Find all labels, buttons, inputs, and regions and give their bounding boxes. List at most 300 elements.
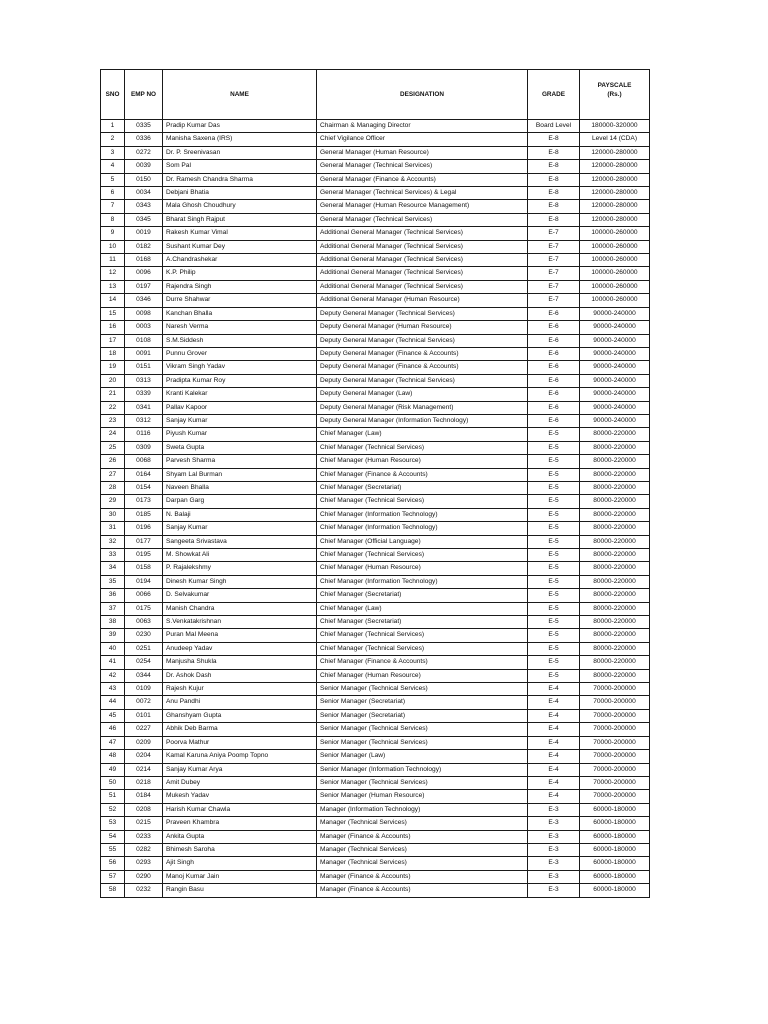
table-row bbox=[101, 817, 650, 830]
cell-grade: E-3 bbox=[528, 817, 580, 830]
cell-emp-no: 0039 bbox=[125, 160, 163, 173]
cell-emp-no: 0215 bbox=[125, 817, 163, 830]
cell-sno: 25 bbox=[101, 441, 125, 454]
cell-name: Rangin Basu bbox=[163, 884, 317, 897]
cell-emp-no: 0232 bbox=[125, 884, 163, 897]
cell-payscale: 80000-220000 bbox=[580, 602, 650, 615]
cell-sno: 29 bbox=[101, 495, 125, 508]
cell-sno: 56 bbox=[101, 857, 125, 870]
cell-grade: E-5 bbox=[528, 428, 580, 441]
cell-sno: 40 bbox=[101, 642, 125, 655]
cell-sno: 11 bbox=[101, 254, 125, 267]
header-emp-no: EMP NO bbox=[125, 70, 163, 120]
cell-name: P. Rajalekshmy bbox=[163, 562, 317, 575]
cell-emp-no: 0230 bbox=[125, 629, 163, 642]
cell-emp-no: 0293 bbox=[125, 857, 163, 870]
cell-emp-no: 0197 bbox=[125, 280, 163, 293]
cell-payscale: 70000-200000 bbox=[580, 763, 650, 776]
cell-designation: Manager (Technical Services) bbox=[317, 843, 528, 856]
cell-grade: E-8 bbox=[528, 187, 580, 200]
cell-grade: E-4 bbox=[528, 696, 580, 709]
cell-payscale: 60000-180000 bbox=[580, 830, 650, 843]
cell-emp-no: 0339 bbox=[125, 388, 163, 401]
cell-grade: E-5 bbox=[528, 669, 580, 682]
cell-grade: E-5 bbox=[528, 441, 580, 454]
cell-name: Sanjay Kumar Arya bbox=[163, 763, 317, 776]
cell-grade: E-8 bbox=[528, 213, 580, 226]
cell-name: Sangeeta Srivastava bbox=[163, 535, 317, 548]
cell-name: Debjani Bhatia bbox=[163, 187, 317, 200]
cell-designation: Additional General Manager (Technical Services) bbox=[317, 254, 528, 267]
cell-emp-no: 0309 bbox=[125, 441, 163, 454]
cell-name: Sanjay Kumar bbox=[163, 522, 317, 535]
table-row bbox=[101, 120, 650, 133]
cell-sno: 44 bbox=[101, 696, 125, 709]
cell-payscale: 80000-220000 bbox=[580, 562, 650, 575]
cell-sno: 50 bbox=[101, 776, 125, 789]
cell-grade: E-5 bbox=[528, 602, 580, 615]
cell-sno: 53 bbox=[101, 817, 125, 830]
cell-designation: Additional General Manager (Technical Services) bbox=[317, 280, 528, 293]
cell-sno: 33 bbox=[101, 549, 125, 562]
cell-emp-no: 0101 bbox=[125, 709, 163, 722]
cell-designation: General Manager (Finance & Accounts) bbox=[317, 173, 528, 186]
cell-designation: Additional General Manager (Technical Services) bbox=[317, 240, 528, 253]
cell-emp-no: 0150 bbox=[125, 173, 163, 186]
table-row bbox=[101, 414, 650, 427]
cell-payscale: 80000-220000 bbox=[580, 508, 650, 521]
cell-emp-no: 0154 bbox=[125, 481, 163, 494]
cell-grade: E-6 bbox=[528, 347, 580, 360]
cell-grade: E-5 bbox=[528, 656, 580, 669]
cell-name: Shyam Lal Burman bbox=[163, 468, 317, 481]
cell-name: Piyush Kumar bbox=[163, 428, 317, 441]
cell-payscale: 70000-200000 bbox=[580, 736, 650, 749]
cell-payscale: 120000-280000 bbox=[580, 173, 650, 186]
cell-payscale: 100000-260000 bbox=[580, 254, 650, 267]
cell-payscale: 90000-240000 bbox=[580, 321, 650, 334]
table-row bbox=[101, 616, 650, 629]
cell-payscale: 120000-280000 bbox=[580, 146, 650, 159]
cell-emp-no: 0158 bbox=[125, 562, 163, 575]
cell-emp-no: 0173 bbox=[125, 495, 163, 508]
cell-payscale: 70000-200000 bbox=[580, 723, 650, 736]
table-row bbox=[101, 401, 650, 414]
cell-designation: Chief Manager (Technical Services) bbox=[317, 549, 528, 562]
cell-designation: Deputy General Manager (Technical Services) bbox=[317, 374, 528, 387]
cell-grade: E-4 bbox=[528, 790, 580, 803]
table-row bbox=[101, 562, 650, 575]
cell-sno: 39 bbox=[101, 629, 125, 642]
cell-sno: 24 bbox=[101, 428, 125, 441]
cell-emp-no: 0214 bbox=[125, 763, 163, 776]
cell-payscale: 80000-220000 bbox=[580, 589, 650, 602]
cell-name: A.Chandrashekar bbox=[163, 254, 317, 267]
cell-sno: 23 bbox=[101, 414, 125, 427]
cell-sno: 8 bbox=[101, 213, 125, 226]
table-row bbox=[101, 884, 650, 897]
cell-sno: 35 bbox=[101, 575, 125, 588]
cell-grade: E-5 bbox=[528, 508, 580, 521]
table-row bbox=[101, 696, 650, 709]
cell-name: Naveen Bhalla bbox=[163, 481, 317, 494]
cell-grade: E-8 bbox=[528, 173, 580, 186]
cell-payscale: 70000-200000 bbox=[580, 709, 650, 722]
cell-designation: Chief Manager (Human Resource) bbox=[317, 669, 528, 682]
cell-emp-no: 0218 bbox=[125, 776, 163, 789]
cell-grade: E-6 bbox=[528, 374, 580, 387]
cell-name: Rakesh Kumar Vimal bbox=[163, 227, 317, 240]
cell-sno: 46 bbox=[101, 723, 125, 736]
cell-designation: Chief Manager (Secretariat) bbox=[317, 616, 528, 629]
cell-payscale: 100000-260000 bbox=[580, 280, 650, 293]
cell-emp-no: 0068 bbox=[125, 455, 163, 468]
table-row bbox=[101, 508, 650, 521]
cell-emp-no: 0096 bbox=[125, 267, 163, 280]
cell-designation: Deputy General Manager (Law) bbox=[317, 388, 528, 401]
cell-designation: Chief Manager (Technical Services) bbox=[317, 495, 528, 508]
cell-grade: E-8 bbox=[528, 160, 580, 173]
cell-emp-no: 0034 bbox=[125, 187, 163, 200]
cell-name: Sweta Gupta bbox=[163, 441, 317, 454]
cell-sno: 36 bbox=[101, 589, 125, 602]
employee-table bbox=[100, 69, 650, 898]
cell-sno: 21 bbox=[101, 388, 125, 401]
cell-sno: 12 bbox=[101, 267, 125, 280]
cell-sno: 48 bbox=[101, 750, 125, 763]
cell-grade: E-3 bbox=[528, 857, 580, 870]
cell-emp-no: 0182 bbox=[125, 240, 163, 253]
cell-payscale: 100000-260000 bbox=[580, 294, 650, 307]
cell-grade: Board Level bbox=[528, 120, 580, 133]
table-row bbox=[101, 200, 650, 213]
cell-name: Manish Chandra bbox=[163, 602, 317, 615]
cell-name: Dr. P. Sreenivasan bbox=[163, 146, 317, 159]
cell-payscale: 90000-240000 bbox=[580, 401, 650, 414]
table-row bbox=[101, 750, 650, 763]
cell-emp-no: 0184 bbox=[125, 790, 163, 803]
cell-grade: E-5 bbox=[528, 481, 580, 494]
cell-designation: Chief Manager (Human Resource) bbox=[317, 562, 528, 575]
table-row bbox=[101, 481, 650, 494]
cell-designation: Chief Manager (Secretariat) bbox=[317, 481, 528, 494]
cell-designation: Senior Manager (Secretariat) bbox=[317, 709, 528, 722]
cell-payscale: 80000-220000 bbox=[580, 656, 650, 669]
cell-name: Manisha Saxena (IRS) bbox=[163, 133, 317, 146]
cell-name: Durre Shahwar bbox=[163, 294, 317, 307]
cell-designation: Additional General Manager (Technical Services) bbox=[317, 267, 528, 280]
cell-designation: Deputy General Manager (Finance & Accounts) bbox=[317, 361, 528, 374]
cell-sno: 52 bbox=[101, 803, 125, 816]
cell-grade: E-4 bbox=[528, 709, 580, 722]
cell-sno: 22 bbox=[101, 401, 125, 414]
cell-payscale: 90000-240000 bbox=[580, 374, 650, 387]
cell-payscale: Level 14 (CDA) bbox=[580, 133, 650, 146]
cell-grade: E-4 bbox=[528, 763, 580, 776]
cell-name: Ankita Gupta bbox=[163, 830, 317, 843]
cell-grade: E-6 bbox=[528, 361, 580, 374]
header-payscale-unit: (Rs.) bbox=[607, 91, 622, 98]
table-row bbox=[101, 776, 650, 789]
cell-grade: E-5 bbox=[528, 589, 580, 602]
cell-sno: 28 bbox=[101, 481, 125, 494]
cell-designation: Manager (Finance & Accounts) bbox=[317, 830, 528, 843]
cell-designation: Chief Manager (Technical Services) bbox=[317, 642, 528, 655]
cell-designation: Chief Manager (Information Technology) bbox=[317, 508, 528, 521]
cell-emp-no: 0341 bbox=[125, 401, 163, 414]
cell-name: Naresh Verma bbox=[163, 321, 317, 334]
cell-designation: Deputy General Manager (Technical Services) bbox=[317, 307, 528, 320]
cell-grade: E-5 bbox=[528, 642, 580, 655]
cell-name: S.M.Siddesh bbox=[163, 334, 317, 347]
cell-payscale: 120000-280000 bbox=[580, 213, 650, 226]
cell-emp-no: 0175 bbox=[125, 602, 163, 615]
cell-sno: 49 bbox=[101, 763, 125, 776]
cell-designation: Deputy General Manager (Technical Services) bbox=[317, 334, 528, 347]
cell-name: Sushant Kumar Dey bbox=[163, 240, 317, 253]
cell-emp-no: 0194 bbox=[125, 575, 163, 588]
header-designation: DESIGNATION bbox=[317, 70, 528, 120]
cell-grade: E-5 bbox=[528, 629, 580, 642]
cell-name: S.Venkatakrishnan bbox=[163, 616, 317, 629]
cell-designation: Senior Manager (Technical Services) bbox=[317, 723, 528, 736]
cell-emp-no: 0312 bbox=[125, 414, 163, 427]
cell-payscale: 80000-220000 bbox=[580, 428, 650, 441]
cell-designation: Manager (Technical Services) bbox=[317, 857, 528, 870]
table-row bbox=[101, 428, 650, 441]
table-row bbox=[101, 843, 650, 856]
cell-name: Punnu Grover bbox=[163, 347, 317, 360]
table-row bbox=[101, 790, 650, 803]
table-row bbox=[101, 535, 650, 548]
cell-payscale: 80000-220000 bbox=[580, 468, 650, 481]
cell-emp-no: 0345 bbox=[125, 213, 163, 226]
table-row bbox=[101, 736, 650, 749]
cell-emp-no: 0108 bbox=[125, 334, 163, 347]
cell-grade: E-4 bbox=[528, 683, 580, 696]
cell-designation: Chief Manager (Official Language) bbox=[317, 535, 528, 548]
cell-grade: E-3 bbox=[528, 803, 580, 816]
table-row bbox=[101, 830, 650, 843]
cell-grade: E-6 bbox=[528, 388, 580, 401]
cell-sno: 5 bbox=[101, 173, 125, 186]
cell-name: Pallav Kapoor bbox=[163, 401, 317, 414]
cell-sno: 6 bbox=[101, 187, 125, 200]
cell-payscale: 70000-200000 bbox=[580, 790, 650, 803]
table-row bbox=[101, 280, 650, 293]
cell-grade: E-5 bbox=[528, 616, 580, 629]
table-row bbox=[101, 441, 650, 454]
cell-emp-no: 0195 bbox=[125, 549, 163, 562]
cell-payscale: 60000-180000 bbox=[580, 870, 650, 883]
cell-grade: E-6 bbox=[528, 321, 580, 334]
cell-sno: 14 bbox=[101, 294, 125, 307]
cell-sno: 20 bbox=[101, 374, 125, 387]
cell-sno: 31 bbox=[101, 522, 125, 535]
cell-sno: 57 bbox=[101, 870, 125, 883]
cell-name: Ghanshyam Gupta bbox=[163, 709, 317, 722]
cell-designation: Chief Manager (Information Technology) bbox=[317, 522, 528, 535]
cell-emp-no: 0227 bbox=[125, 723, 163, 736]
cell-payscale: 80000-220000 bbox=[580, 455, 650, 468]
cell-grade: E-5 bbox=[528, 535, 580, 548]
cell-name: Anudeep Yadav bbox=[163, 642, 317, 655]
cell-designation: Chairman & Managing Director bbox=[317, 120, 528, 133]
cell-name: Bharat Singh Rajput bbox=[163, 213, 317, 226]
cell-grade: E-3 bbox=[528, 870, 580, 883]
table-row bbox=[101, 857, 650, 870]
cell-designation: General Manager (Human Resource) bbox=[317, 146, 528, 159]
cell-designation: Deputy General Manager (Finance & Accounts) bbox=[317, 347, 528, 360]
cell-designation: Deputy General Manager (Risk Management) bbox=[317, 401, 528, 414]
cell-designation: Chief Manager (Technical Services) bbox=[317, 629, 528, 642]
table-row bbox=[101, 642, 650, 655]
cell-designation: Chief Manager (Law) bbox=[317, 428, 528, 441]
table-row bbox=[101, 589, 650, 602]
cell-payscale: 120000-280000 bbox=[580, 187, 650, 200]
header-grade: GRADE bbox=[528, 70, 580, 120]
cell-payscale: 80000-220000 bbox=[580, 575, 650, 588]
cell-payscale: 90000-240000 bbox=[580, 414, 650, 427]
cell-sno: 42 bbox=[101, 669, 125, 682]
cell-emp-no: 0313 bbox=[125, 374, 163, 387]
cell-grade: E-7 bbox=[528, 294, 580, 307]
cell-payscale: 90000-240000 bbox=[580, 388, 650, 401]
cell-designation: Senior Manager (Technical Services) bbox=[317, 683, 528, 696]
table-header bbox=[101, 70, 650, 120]
cell-designation: General Manager (Human Resource Management) bbox=[317, 200, 528, 213]
cell-name: Rajendra Singh bbox=[163, 280, 317, 293]
cell-emp-no: 0344 bbox=[125, 669, 163, 682]
cell-payscale: 120000-280000 bbox=[580, 200, 650, 213]
cell-sno: 32 bbox=[101, 535, 125, 548]
table-row bbox=[101, 187, 650, 200]
header-payscale bbox=[580, 70, 650, 120]
cell-emp-no: 0282 bbox=[125, 843, 163, 856]
cell-sno: 45 bbox=[101, 709, 125, 722]
table-row bbox=[101, 146, 650, 159]
cell-payscale: 80000-220000 bbox=[580, 495, 650, 508]
cell-payscale: 80000-220000 bbox=[580, 441, 650, 454]
cell-emp-no: 0346 bbox=[125, 294, 163, 307]
table-row bbox=[101, 294, 650, 307]
cell-name: Darpan Garg bbox=[163, 495, 317, 508]
cell-payscale: 80000-220000 bbox=[580, 522, 650, 535]
cell-designation: Chief Manager (Technical Services) bbox=[317, 441, 528, 454]
table-body bbox=[101, 120, 650, 898]
cell-emp-no: 0251 bbox=[125, 642, 163, 655]
cell-designation: Chief Manager (Secretariat) bbox=[317, 589, 528, 602]
table-row bbox=[101, 347, 650, 360]
cell-name: Dr. Ashok Dash bbox=[163, 669, 317, 682]
table-row bbox=[101, 468, 650, 481]
cell-sno: 43 bbox=[101, 683, 125, 696]
cell-payscale: 80000-220000 bbox=[580, 616, 650, 629]
cell-payscale: 60000-180000 bbox=[580, 884, 650, 897]
cell-name: Parvesh Sharma bbox=[163, 455, 317, 468]
cell-payscale: 100000-260000 bbox=[580, 267, 650, 280]
cell-name: N. Balaji bbox=[163, 508, 317, 521]
cell-emp-no: 0272 bbox=[125, 146, 163, 159]
cell-grade: E-5 bbox=[528, 575, 580, 588]
cell-sno: 41 bbox=[101, 656, 125, 669]
cell-name: Abhik Deb Barma bbox=[163, 723, 317, 736]
cell-name: Som Pal bbox=[163, 160, 317, 173]
cell-name: Kamal Karuna Aniya Poomp Topno bbox=[163, 750, 317, 763]
cell-sno: 18 bbox=[101, 347, 125, 360]
cell-name: Kranti Kalekar bbox=[163, 388, 317, 401]
table-row bbox=[101, 669, 650, 682]
table-row bbox=[101, 723, 650, 736]
cell-payscale: 80000-220000 bbox=[580, 629, 650, 642]
table-row bbox=[101, 455, 650, 468]
cell-sno: 27 bbox=[101, 468, 125, 481]
cell-emp-no: 0343 bbox=[125, 200, 163, 213]
cell-grade: E-6 bbox=[528, 414, 580, 427]
table-row bbox=[101, 213, 650, 226]
cell-grade: E-7 bbox=[528, 280, 580, 293]
cell-designation: Senior Manager (Technical Services) bbox=[317, 776, 528, 789]
table-row bbox=[101, 160, 650, 173]
cell-emp-no: 0204 bbox=[125, 750, 163, 763]
table-row bbox=[101, 709, 650, 722]
cell-designation: Chief Manager (Information Technology) bbox=[317, 575, 528, 588]
cell-name: K.P. Philip bbox=[163, 267, 317, 280]
cell-payscale: 100000-260000 bbox=[580, 240, 650, 253]
cell-name: M. Showkat Ali bbox=[163, 549, 317, 562]
cell-name: Bhimesh Saroha bbox=[163, 843, 317, 856]
cell-sno: 19 bbox=[101, 361, 125, 374]
cell-grade: E-7 bbox=[528, 267, 580, 280]
table-row bbox=[101, 522, 650, 535]
cell-payscale: 60000-180000 bbox=[580, 803, 650, 816]
cell-name: D. Selvakumar bbox=[163, 589, 317, 602]
cell-emp-no: 0254 bbox=[125, 656, 163, 669]
table-row bbox=[101, 602, 650, 615]
cell-grade: E-4 bbox=[528, 750, 580, 763]
cell-payscale: 80000-220000 bbox=[580, 549, 650, 562]
table-row bbox=[101, 549, 650, 562]
table-row bbox=[101, 173, 650, 186]
cell-payscale: 70000-200000 bbox=[580, 683, 650, 696]
cell-sno: 37 bbox=[101, 602, 125, 615]
cell-grade: E-4 bbox=[528, 723, 580, 736]
cell-designation: Additional General Manager (Technical Services) bbox=[317, 227, 528, 240]
cell-emp-no: 0066 bbox=[125, 589, 163, 602]
cell-designation: Manager (Finance & Accounts) bbox=[317, 884, 528, 897]
cell-name: Pradipta Kumar Roy bbox=[163, 374, 317, 387]
cell-designation: Senior Manager (Technical Services) bbox=[317, 736, 528, 749]
cell-name: Dr. Ramesh Chandra Sharma bbox=[163, 173, 317, 186]
cell-emp-no: 0177 bbox=[125, 535, 163, 548]
cell-name: Vikram Singh Yadav bbox=[163, 361, 317, 374]
cell-designation: Manager (Finance & Accounts) bbox=[317, 870, 528, 883]
cell-name: Rajesh Kujur bbox=[163, 683, 317, 696]
cell-name: Manoj Kumar Jain bbox=[163, 870, 317, 883]
table-row bbox=[101, 267, 650, 280]
cell-name: Pradip Kumar Das bbox=[163, 120, 317, 133]
cell-payscale: 80000-220000 bbox=[580, 642, 650, 655]
cell-grade: E-6 bbox=[528, 334, 580, 347]
cell-grade: E-5 bbox=[528, 495, 580, 508]
cell-emp-no: 0116 bbox=[125, 428, 163, 441]
cell-grade: E-5 bbox=[528, 468, 580, 481]
cell-designation: Chief Vigilance Officer bbox=[317, 133, 528, 146]
cell-sno: 16 bbox=[101, 321, 125, 334]
table-row bbox=[101, 683, 650, 696]
cell-designation: Chief Manager (Finance & Accounts) bbox=[317, 656, 528, 669]
cell-payscale: 80000-220000 bbox=[580, 481, 650, 494]
